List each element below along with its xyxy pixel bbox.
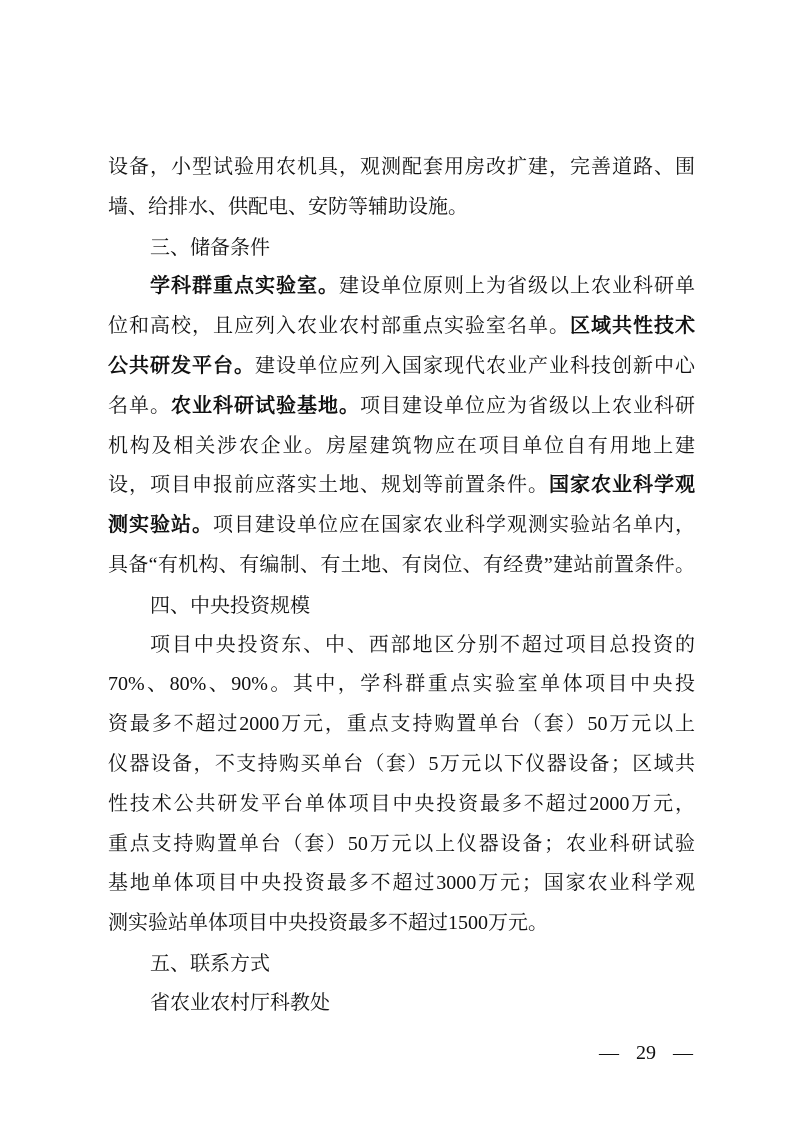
- emphasis-text: 农业科研试验基地。: [171, 394, 360, 417]
- text-line: [108, 267, 695, 307]
- body-text-run: 设，项目申报前应落实土地、规划等前置条件。: [108, 474, 549, 497]
- body-text-run: 名单。: [108, 394, 171, 417]
- text-line: [108, 864, 695, 904]
- text-line: [108, 705, 695, 745]
- body-text-run: 70%、80%、90%。其中，学科群重点实验室单体项目中央投: [108, 673, 695, 696]
- text-line: [108, 745, 695, 785]
- text-line: [108, 984, 695, 1024]
- text-line: [108, 427, 695, 467]
- text-line: [108, 785, 695, 825]
- body-text-run: 测实验站单体项目中央投资最多不超过1500万元。: [108, 912, 548, 935]
- section-heading: 四、中央投资规模: [150, 592, 310, 617]
- emphasis-text: 学科群重点实验室。: [150, 275, 339, 298]
- body-text-run: 建设单位应列入国家现代农业产业科技创新中心: [255, 354, 695, 377]
- paragraph: [108, 148, 695, 228]
- text-line: [108, 546, 695, 586]
- text-line: [108, 347, 695, 387]
- text-line: [108, 307, 695, 347]
- text-line: [108, 148, 695, 188]
- paragraph: [108, 626, 695, 944]
- text-line: [108, 626, 695, 666]
- paragraph: [108, 267, 695, 585]
- body-text-run: 省农业农村厅科教处: [150, 991, 330, 1014]
- body-text-run: 位和高校，且应列入农业农村部重点实验室名单。: [108, 315, 570, 338]
- body-text-run: 基地单体项目中央投资最多不超过3000万元；国家农业科学观: [108, 872, 695, 895]
- text-line: [108, 466, 695, 506]
- emphasis-text: 国家农业科学观: [549, 474, 695, 497]
- body-text-run: 具备“有机构、有编制、有土地、有岗位、有经费”建站前置条件。: [108, 553, 695, 576]
- text-line: [108, 506, 695, 546]
- section-heading: 五、联系方式: [150, 950, 270, 975]
- section-heading: 三、储备条件: [150, 234, 270, 259]
- emphasis-text: 区域共性技术: [570, 315, 695, 338]
- paragraph: [108, 984, 695, 1024]
- emphasis-text: 测实验站。: [108, 514, 213, 537]
- body-text-run: 设备，小型试验用农机具，观测配套用房改扩建，完善道路、围: [108, 156, 695, 178]
- page-number: — 29 —: [599, 1042, 693, 1064]
- body-text-run: 项目建设单位应为省级以上农业科研: [360, 394, 695, 417]
- body-text-run: 性技术公共研发平台单体项目中央投资最多不超过2000万元，: [108, 792, 695, 815]
- text-line: [108, 825, 695, 865]
- body-text-run: 机构及相关涉农企业。房屋建筑物应在项目单位自有用地上建: [108, 434, 695, 457]
- text-line: [108, 188, 695, 228]
- text-line: [108, 904, 695, 944]
- body-text-run: 建设单位原则上为省级以上农业科研单: [339, 275, 695, 298]
- text-line: [108, 665, 695, 705]
- body-text-run: 仪器设备，不支持购买单台（套）5万元以下仪器设备；区域共: [108, 752, 695, 775]
- emphasis-text: 公共研发平台。: [108, 354, 255, 377]
- body-text-run: 墙、给排水、供配电、安防等辅助设施。: [108, 195, 468, 218]
- document-body: [108, 148, 695, 1024]
- body-text-run: 项目中央投资东、中、西部地区分别不超过项目总投资的: [150, 633, 695, 656]
- text-line: [108, 387, 695, 427]
- body-text-run: 重点支持购置单台（套）50万元以上仪器设备；农业科研试验: [108, 832, 695, 855]
- body-text-run: 项目建设单位应在国家农业科学观测实验站名单内，: [213, 514, 695, 537]
- body-text-run: 资最多不超过2000万元，重点支持购置单台（套）50万元以上: [108, 713, 695, 736]
